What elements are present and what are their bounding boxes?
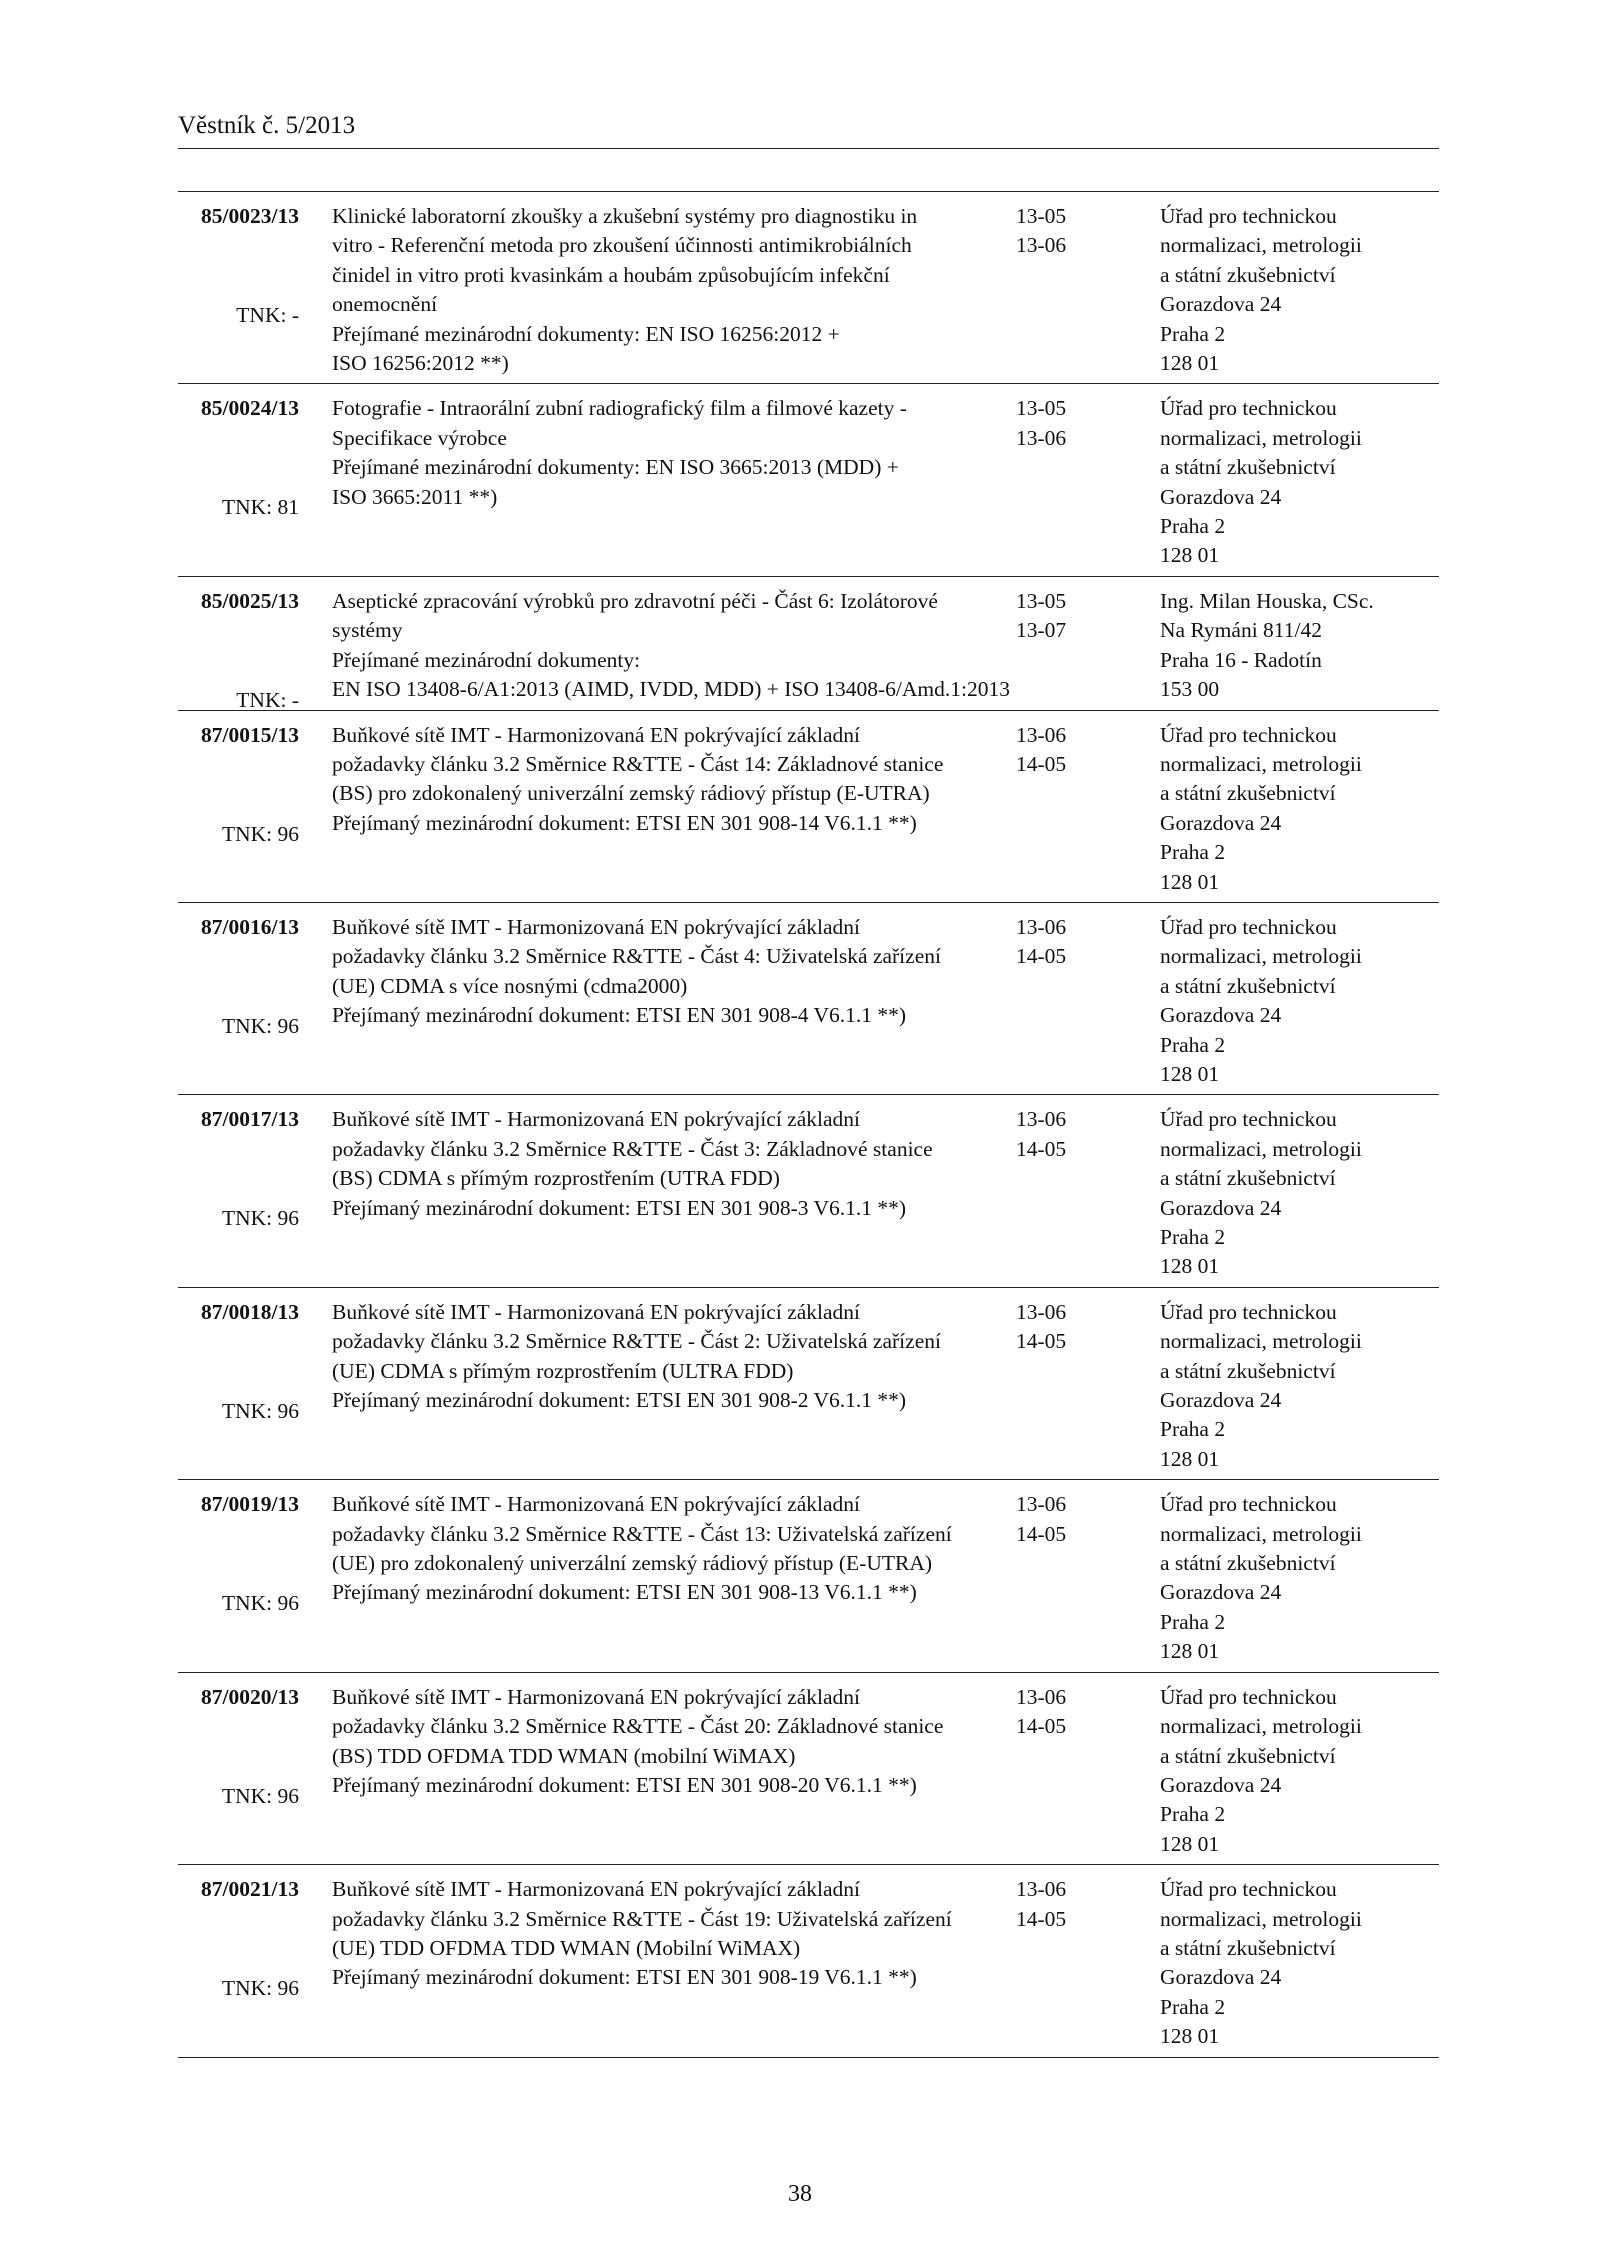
date-codes [1016,1298,1155,1474]
description-line: ISO 3665:2011 **) [332,484,498,509]
standard-description [308,913,1016,1089]
address-line: Úřad pro technickou [1160,1107,1337,1132]
address-line: Úřad pro technickou [1160,1299,1337,1324]
processor-address [1155,1298,1439,1474]
row-id-cell [178,394,308,570]
tnk-number: TNK: 81 [221,495,299,520]
date-code: 13-06 [1016,1107,1067,1132]
address-line: a státní zkušebnictví [1160,781,1336,806]
description-line: činidel in vitro proti kvasinkám a houbám způsobujícím infekční [332,262,890,287]
date-codes [1016,721,1155,897]
row-id-cell [178,1105,308,1281]
description-line: (UE) pro zdokonalený univerzální zemský rádiový přístup (E-UTRA) [332,1551,933,1576]
standard-description [308,1683,1016,1859]
page-number: 38 [788,2181,812,2207]
description-line: (BS) pro zdokonalený univerzální zemský rádiový přístup (E-UTRA) [332,781,930,806]
table-row [178,1672,1439,1864]
standard-code: 87/0015/13 [201,722,299,747]
date-code: 14-05 [1016,751,1067,776]
processor-address [1155,913,1439,1089]
description-line: požadavky článku 3.2 Směrnice R&TTE - Část 19: Uživatelská zařízení [332,1906,952,1931]
address-line: Gorazdova 24 [1160,1965,1282,1990]
standard-description [308,1105,1016,1281]
address-line: Praha 16 - Radotín [1160,647,1322,672]
date-code: 14-05 [1016,1521,1067,1546]
description-line: požadavky článku 3.2 Směrnice R&TTE - Část 13: Uživatelská zařízení [332,1521,952,1546]
description-line: Přejímaný mezinárodní dokument: ETSI EN 301 908-14 V6.1.1 **) [332,810,917,835]
address-line: normalizaci, metrologii [1160,751,1362,776]
tnk-number: TNK: 96 [221,1591,299,1616]
address-line: 128 01 [1160,543,1220,568]
date-code: 13-06 [1016,722,1067,747]
address-line: Gorazdova 24 [1160,1388,1282,1413]
description-line: vitro - Referenční metoda pro zkoušení účinnosti antimikrobiálních [332,233,912,258]
address-line: Gorazdova 24 [1160,1003,1282,1028]
date-code: 13-06 [1016,233,1067,258]
description-line: (BS) CDMA s přímým rozprostřením (UTRA FDD) [332,1166,780,1191]
address-line: Úřad pro technickou [1160,914,1337,939]
standard-description [308,394,1016,570]
address-line: normalizaci, metrologii [1160,944,1362,969]
tnk-number: TNK: 96 [221,1013,299,1038]
address-line: Ing. Milan Houska, CSc. [1160,588,1374,613]
table-row [178,192,1439,383]
standard-code: 87/0017/13 [201,1107,299,1132]
table-row [178,1287,1439,1479]
standard-code: 87/0018/13 [201,1299,299,1324]
address-line: a státní zkušebnictví [1160,1743,1336,1768]
date-code: 13-06 [1016,914,1067,939]
standard-description [308,1875,1016,2051]
row-id-cell [178,913,308,1089]
standards-table [178,191,1439,2058]
address-line: 128 01 [1160,1639,1220,1664]
address-line: Gorazdova 24 [1160,292,1282,317]
tnk-number: TNK: 96 [221,1783,299,1808]
table-row [178,1094,1439,1286]
address-line: Úřad pro technickou [1160,396,1337,421]
address-line: Úřad pro technickou [1160,1877,1337,1902]
description-line: požadavky článku 3.2 Směrnice R&TTE - Část 20: Základnové stanice [332,1714,944,1739]
date-code: 14-05 [1016,944,1067,969]
address-line: a státní zkušebnictví [1160,1166,1336,1191]
address-line: Praha 2 [1160,1994,1226,2019]
description-line: Buňkové sítě IMT - Harmonizovaná EN pokrývající základní [332,1107,860,1132]
standard-description [308,587,1016,705]
date-code: 14-05 [1016,1714,1067,1739]
address-line: 128 01 [1160,2024,1220,2049]
address-line: 128 01 [1160,1254,1220,1279]
description-line: Přejímané mezinárodní dokumenty: EN ISO 3665:2013 (MDD) + [332,455,899,480]
row-id-cell [178,1683,308,1859]
date-code: 14-05 [1016,1136,1067,1161]
address-line: 128 01 [1160,1446,1220,1471]
date-code: 13-06 [1016,1684,1067,1709]
address-line: Úřad pro technickou [1160,722,1337,747]
address-line: normalizaci, metrologii [1160,233,1362,258]
address-line: Gorazdova 24 [1160,810,1282,835]
address-line: normalizaci, metrologii [1160,1136,1362,1161]
description-line: požadavky článku 3.2 Směrnice R&TTE - Část 14: Základnové stanice [332,751,944,776]
description-line: Aseptické zpracování výrobků pro zdravotní péči - Část 6: Izolátorové [332,588,938,613]
date-code: 13-06 [1016,1877,1067,1902]
table-row [178,1479,1439,1671]
standard-code: 87/0019/13 [201,1492,299,1517]
address-line: normalizaci, metrologii [1160,425,1362,450]
date-code: 13-05 [1016,588,1067,613]
table-row [178,383,1439,575]
address-line: 128 01 [1160,351,1220,376]
address-line: Praha 2 [1160,1417,1226,1442]
description-line: (UE) CDMA s přímým rozprostřením (ULTRA FDD) [332,1358,794,1383]
address-line: a státní zkušebnictví [1160,455,1336,480]
standard-code: 87/0016/13 [201,914,299,939]
standard-code: 85/0025/13 [201,588,299,613]
address-line: Praha 2 [1160,1225,1226,1249]
date-codes [1016,1490,1155,1666]
processor-address [1155,721,1439,897]
row-id-cell [178,1298,308,1474]
processor-address [1155,1683,1439,1859]
standard-description [308,721,1016,897]
address-line: a státní zkušebnictví [1160,262,1336,287]
description-line: požadavky článku 3.2 Směrnice R&TTE - Část 2: Uživatelská zařízení [332,1329,941,1354]
tnk-number: TNK: 96 [221,1398,299,1423]
processor-address [1155,587,1439,705]
address-line: 153 00 [1160,677,1220,702]
row-id-cell [178,721,308,897]
processor-address [1155,1875,1439,2051]
description-line: Přejímaný mezinárodní dokument: ETSI EN 301 908-4 V6.1.1 **) [332,1003,907,1028]
date-codes [1016,1875,1155,2051]
address-line: Praha 2 [1160,514,1226,539]
address-line: Praha 2 [1160,1802,1226,1827]
table-row [178,576,1439,710]
processor-address [1155,394,1439,570]
address-line: 128 01 [1160,1831,1220,1856]
description-line: systémy [332,618,403,643]
tnk-number: TNK: 96 [221,1206,299,1231]
description-line: Přejímaný mezinárodní dokument: ETSI EN 301 908-2 V6.1.1 **) [332,1388,907,1413]
address-line: Na Rymáni 811/42 [1160,618,1322,643]
standard-description [308,1298,1016,1474]
address-line: a státní zkušebnictví [1160,973,1336,998]
description-line: (UE) TDD OFDMA TDD WMAN (Mobilní WiMAX) [332,1935,801,1960]
date-codes [1016,1683,1155,1859]
tnk-number: TNK: 96 [221,1976,299,2001]
description-line: Buňkové sítě IMT - Harmonizovaná EN pokrývající základní [332,1684,860,1709]
address-line: Gorazdova 24 [1160,1195,1282,1220]
row-id-cell [178,202,308,378]
page-header [178,110,1439,149]
date-code: 13-07 [1016,618,1067,643]
date-codes [1016,202,1155,378]
date-codes [1016,913,1155,1089]
description-line: požadavky článku 3.2 Směrnice R&TTE - Část 4: Uživatelská zařízení [332,944,941,969]
description-line: Přejímaný mezinárodní dokument: ETSI EN 301 908-19 V6.1.1 **) [332,1965,917,1990]
description-line: Buňkové sítě IMT - Harmonizovaná EN pokrývající základní [332,1877,860,1902]
address-line: normalizaci, metrologii [1160,1521,1362,1546]
address-line: Praha 2 [1160,840,1226,865]
date-codes [1016,394,1155,570]
row-id-cell [178,587,308,712]
standard-code: 85/0023/13 [201,204,299,228]
journal-title: Věstník č. 5/2013 [178,112,356,139]
address-line: Úřad pro technickou [1160,1492,1337,1517]
processor-address [1155,1105,1439,1281]
date-codes [1016,587,1155,705]
processor-address [1155,202,1439,378]
address-line: normalizaci, metrologii [1160,1906,1362,1931]
description-line: (BS) TDD OFDMA TDD WMAN (mobilní WiMAX) [332,1743,796,1768]
date-code: 13-06 [1016,1492,1067,1517]
date-code: 13-05 [1016,204,1067,228]
address-line: normalizaci, metrologii [1160,1714,1362,1739]
date-code: 13-06 [1016,1299,1067,1324]
address-line: Praha 2 [1160,1032,1226,1057]
row-id-cell [178,1490,308,1666]
address-line: a státní zkušebnictví [1160,1551,1336,1576]
description-line: požadavky článku 3.2 Směrnice R&TTE - Část 3: Základnové stanice [332,1136,933,1161]
address-line: Praha 2 [1160,321,1226,346]
standard-description [308,1490,1016,1666]
table-row [178,710,1439,902]
tnk-number: TNK: 96 [221,821,299,846]
date-code: 13-06 [1016,425,1067,450]
address-line: 128 01 [1160,1061,1220,1086]
description-line: Fotografie - Intraorální zubní radiografický film a filmové kazety - [332,396,907,421]
standard-code: 87/0020/13 [201,1684,299,1709]
description-line: (UE) CDMA s více nosnými (cdma2000) [332,973,688,998]
description-line: onemocnění [332,292,438,317]
description-line: Buňkové sítě IMT - Harmonizovaná EN pokrývající základní [332,914,860,939]
table-row [178,1864,1439,2056]
description-line: Buňkové sítě IMT - Harmonizovaná EN pokrývající základní [332,722,860,747]
address-line: Gorazdova 24 [1160,484,1282,509]
address-line: normalizaci, metrologii [1160,1329,1362,1354]
standard-description [308,202,1016,378]
processor-address [1155,1490,1439,1666]
address-line: a státní zkušebnictví [1160,1935,1336,1960]
address-line: Úřad pro technickou [1160,1684,1337,1709]
description-line: Klinické laboratorní zkoušky a zkušební systémy pro diagnostiku in [332,204,918,228]
standard-code: 85/0024/13 [201,396,299,421]
address-line: Úřad pro technickou [1160,204,1337,228]
description-line: Přejímané mezinárodní dokumenty: [332,647,641,672]
standard-code: 87/0021/13 [201,1877,299,1902]
date-code: 13-05 [1016,396,1067,421]
description-line: Specifikace výrobce [332,425,507,450]
date-codes [1016,1105,1155,1281]
description-line: EN ISO 13408-6/A1:2013 (AIMD, IVDD, MDD) + ISO 13408-6/Amd.1:2013 [332,677,1010,702]
date-code: 14-05 [1016,1906,1067,1931]
tnk-number: TNK: - [236,687,299,712]
row-id-cell [178,1875,308,2051]
date-code: 14-05 [1016,1329,1067,1354]
description-line: Přejímané mezinárodní dokumenty: EN ISO 16256:2012 + [332,321,840,346]
table-row [178,902,1439,1094]
description-line: ISO 16256:2012 **) [332,351,509,376]
address-line: 128 01 [1160,869,1220,894]
tnk-number: TNK: - [236,303,299,327]
address-line: Gorazdova 24 [1160,1580,1282,1605]
address-line: a státní zkušebnictví [1160,1358,1336,1383]
address-line: Gorazdova 24 [1160,1772,1282,1797]
description-line: Přejímaný mezinárodní dokument: ETSI EN 301 908-20 V6.1.1 **) [332,1772,917,1797]
description-line: Přejímaný mezinárodní dokument: ETSI EN 301 908-13 V6.1.1 **) [332,1580,917,1605]
description-line: Buňkové sítě IMT - Harmonizovaná EN pokrývající základní [332,1299,860,1324]
description-line: Přejímaný mezinárodní dokument: ETSI EN 301 908-3 V6.1.1 **) [332,1195,907,1220]
description-line: Buňkové sítě IMT - Harmonizovaná EN pokrývající základní [332,1492,860,1517]
address-line: Praha 2 [1160,1609,1226,1634]
